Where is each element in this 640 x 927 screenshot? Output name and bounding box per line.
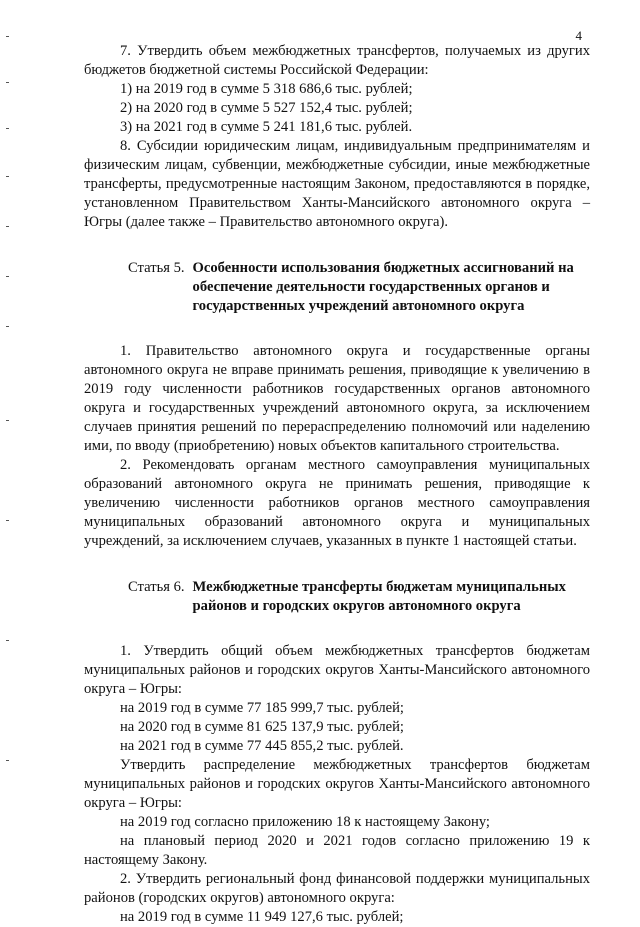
fund-2019-line: на 2019 год в сумме 11 949 127,6 тыс. рублей; [120, 909, 404, 925]
list-item: 3) на 2021 год в сумме 5 241 181,6 тыс. рублей. [120, 119, 413, 135]
article-5-label: Статья 5. [128, 260, 185, 276]
article-6-paragraph-1: 1. Утвердить общий объем межбюджетных трансфертов бюджетам муниципальных районов и городских округов Ханты-Мансийского автономного округа – Югры: [84, 643, 590, 697]
article-5-paragraph-1: 1. Правительство автономного округа и государственные органы автономного округа не вправе принимать решения, приводящие к увеличению в 2019 году численности работников государственных органов автономного округа и государственных учреждений автономного округа, за исключением случаев принятия решений по перераспределению полномочий или наделению ими, по вводу (приобретению) новых объектов капитального строительства. [84, 343, 590, 454]
document-body [84, 42, 590, 927]
paragraph-8: 8. Субсидии юридическим лицам, индивидуальным предпринимателям и физическим лицам, субвенции, межбюджетные субсидии, иные межбюджетные трансферты, предусмотренные настоящим Законом, предоставляются в порядке, установленном Правительством Ханты-Мансийского автономного округа – Югры (далее также – Правительство автономного округа). [84, 138, 590, 230]
amount-line: на 2019 год в сумме 77 185 999,7 тыс. рублей; [120, 700, 404, 716]
binding-edge-marks [6, 0, 10, 905]
distribution-paragraph: Утвердить распределение межбюджетных трансфертов бюджетам муниципальных районов и городских округов Ханты-Мансийского автономного округа – Югры: [84, 757, 590, 811]
article-5-title: Особенности использования бюджетных ассигнований на обеспечение деятельности государственных органов и государственных учреждений автономного округа [192, 260, 574, 314]
article-6-label: Статья 6. [128, 579, 185, 595]
article-5-paragraph-2: 2. Рекомендовать органам местного самоуправления муниципальных образований автономного округа не принимать решения, приводящие к увеличению численности работников органов местного самоуправления муниципальных образований автономного округа и муниципальных учреждений, за исключением случаев, указанных в пункте 1 настоящей статьи. [84, 457, 590, 549]
paragraph-7: 7. Утвердить объем межбюджетных трансфертов, получаемых из других бюджетов бюджетной системы Российской Федерации: [84, 43, 590, 78]
list-item: 1) на 2019 год в сумме 5 318 686,6 тыс. рублей; [120, 81, 413, 97]
article-6-paragraph-2: 2. Утвердить региональный фонд финансовой поддержки муниципальных районов (городских округов) автономного округа: [84, 871, 590, 906]
page-number: 4 [575, 28, 582, 43]
article-6-heading [84, 578, 590, 616]
amount-line: на 2021 год в сумме 77 445 855,2 тыс. рублей. [120, 738, 404, 754]
appendix-plan-line: на плановый период 2020 и 2021 годов согласно приложению 19 к настоящему Закону. [84, 833, 590, 868]
list-item: 2) на 2020 год в сумме 5 527 152,4 тыс. рублей; [120, 100, 413, 116]
amount-line: на 2020 год в сумме 81 625 137,9 тыс. рублей; [120, 719, 404, 735]
appendix-2019-line: на 2019 год согласно приложению 18 к настоящему Закону; [120, 814, 490, 830]
article-6-title: Межбюджетные трансферты бюджетам муниципальных районов и городских округов автономного округа [192, 579, 566, 614]
article-5-heading [84, 259, 590, 316]
